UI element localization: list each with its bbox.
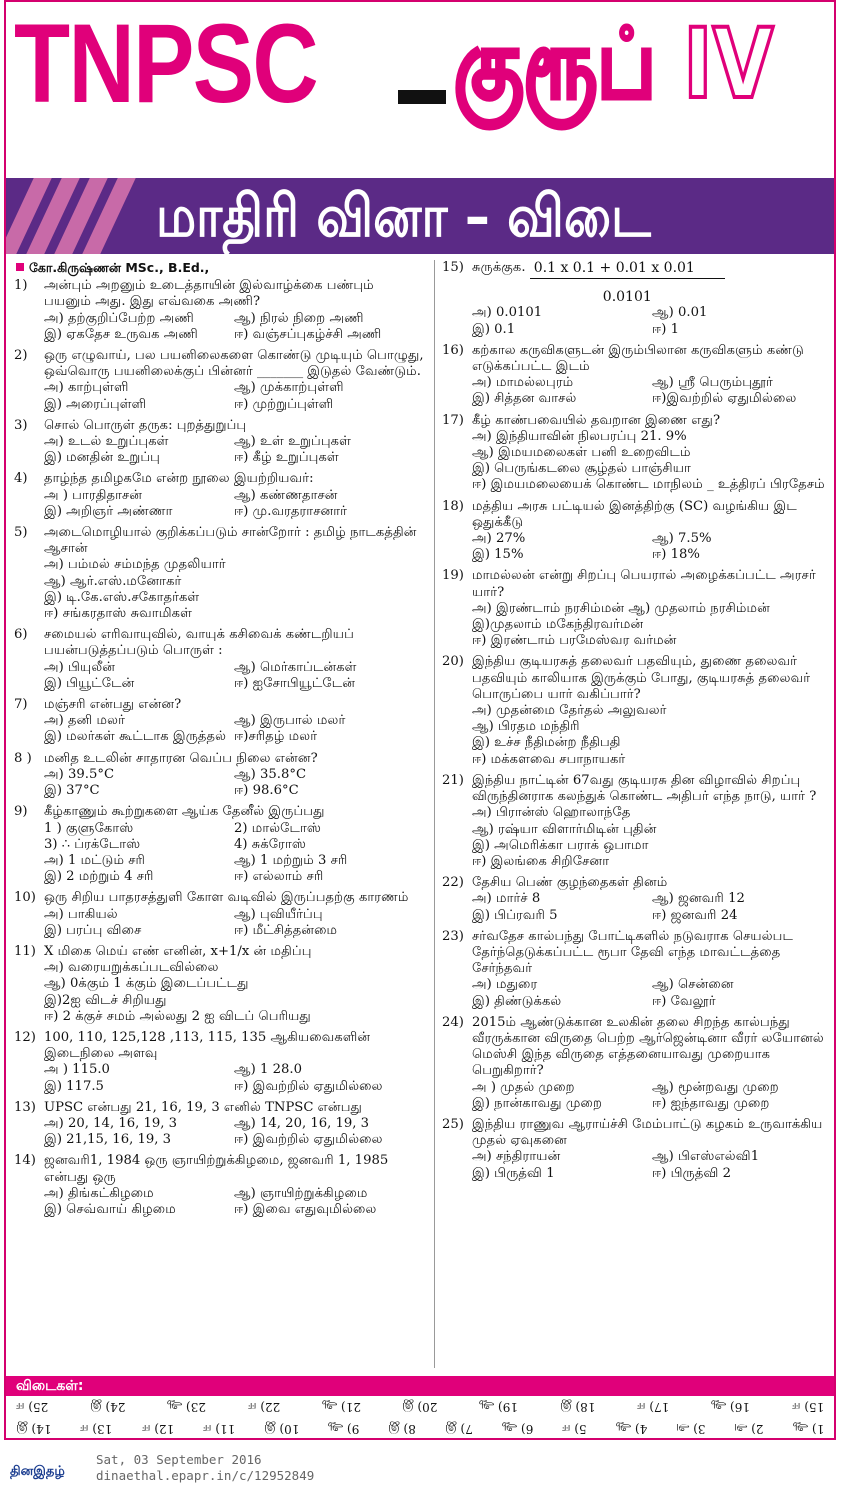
question-11 <box>14 944 424 1025</box>
options <box>442 429 832 494</box>
question-text: இந்திய ராணுவ ஆராய்ச்சி மேம்பாட்டு கழகம் உருவாக்கிய முதல் ஏவுகனை <box>472 1116 823 1149</box>
option: இ) 15% <box>472 547 524 563</box>
option: அ ) முதல் முறை <box>472 1079 575 1095</box>
options <box>14 907 424 939</box>
question-text: சொல் பொருள் தருக: புறத்துறுப்பு <box>44 417 247 433</box>
option: ஈ) ஜனவரி 24 <box>652 907 738 923</box>
question-12 <box>14 1030 424 1095</box>
question-text: அடைமொழியால் குறிக்கப்படும் சான்றோர் : தமிழ் நாடகத்தின் ஆசான் <box>44 525 417 557</box>
banner-dash <box>398 90 446 104</box>
options <box>14 960 424 1025</box>
option: ஈ) 18% <box>652 547 700 563</box>
banner-title-en: TNPSC <box>14 1 318 126</box>
question-number: 5) <box>14 525 28 541</box>
option: ஆ) ரஷ்யா விளார்மிடின் புதின் <box>472 821 657 837</box>
answer-item: 7) இ <box>445 1422 473 1436</box>
footer-url: dinaethal.epapr.in/c/12952849 <box>96 1468 315 1483</box>
question-number: 20) <box>442 654 464 670</box>
options <box>14 767 424 799</box>
question-text: மஞ்சரி என்பது என்ன? <box>44 697 182 713</box>
option: ஆ) 1 28.0 <box>234 1062 302 1078</box>
question-number: 13) <box>14 1099 36 1115</box>
question-number: 12) <box>14 1029 36 1045</box>
fraction-numerator: 0.1 x 0.1 + 0.01 x 0.01 <box>530 260 725 279</box>
bullet-icon <box>16 263 24 271</box>
option: அ) தற்குறிப்பேற்ற அணி <box>44 310 194 326</box>
question-number: 3) <box>14 417 28 433</box>
option: ஈ) இவற்றில் ஏதுமில்லை <box>234 1078 383 1094</box>
option: இ) பிருத்வி 1 <box>472 1165 555 1181</box>
option: இ)2ஐ விடச் சிறியது <box>44 992 167 1008</box>
options <box>442 1080 832 1112</box>
answer-item: 19) ஆ <box>479 1400 519 1414</box>
option: இ) உச்ச நீதிமன்ற நீதிபதி <box>472 735 621 751</box>
footer-meta <box>96 1452 314 1484</box>
option: இ) 2 மற்றும் 4 சரி <box>44 869 154 885</box>
question-number: 4) <box>14 471 28 487</box>
option: ஈ) இவை எதுவுமில்லை <box>234 1201 377 1217</box>
option: அ) பாகியல் <box>44 906 118 922</box>
option: இ) பிப்ரவரி 5 <box>472 907 558 923</box>
question-23 <box>442 929 832 1010</box>
option: ஈ) இமயமலையைக் கொண்ட மாநிலம் _ உத்திரப் பிரதேசம் <box>472 477 825 493</box>
option: இ) 37°C <box>44 783 100 799</box>
question-15 <box>442 260 832 338</box>
option: அ) 39.5°C <box>44 766 115 782</box>
question-25 <box>442 1117 832 1182</box>
options <box>442 305 832 337</box>
question-text: ஒரு சிறிய பாதரசத்துளி கோள வடிவில் இருப்பதற்கு காரணம் <box>44 890 409 906</box>
answer-item: 23) ஆ <box>167 1400 206 1414</box>
option: ஈ) ஐசோபியூட்டேன் <box>234 675 356 691</box>
question-number: 16) <box>442 342 464 358</box>
answer-item: 22) ஈ <box>247 1400 280 1414</box>
question-10 <box>14 890 424 939</box>
question-text: சர்வதேச கால்பந்து போட்டிகளில் நடுவராக செயல்பட தேர்ந்தெடுக்கப்பட்ட ரூபா தேவி எந்த மாவட்டத்தை சேர்ந்தவர் <box>472 928 793 977</box>
answer-item: 6) ஆ <box>501 1422 534 1436</box>
option: ஆ) புவியீர்ப்பு <box>234 906 323 922</box>
question-22 <box>442 875 832 924</box>
left-column <box>14 260 424 1223</box>
page-frame <box>4 0 836 1440</box>
option: இ) சித்தன வாசல் <box>472 391 577 407</box>
question-18 <box>442 499 832 564</box>
question-number: 22) <box>442 875 464 891</box>
question-text: அன்பும் அறனும் உடைத்தாயின் இல்வாழ்க்கை பண்பும் பயனும் அது. இது எவ்வகை அணி? <box>44 278 374 310</box>
question-text: சமையல் எரிவாயுவில், வாயுக் கசிவைக் கண்டறியப் பயன்படுத்தப்படும் பொருள் : <box>44 627 354 659</box>
option: ஈ) பிருத்வி 2 <box>652 1165 732 1181</box>
options <box>442 531 832 563</box>
option: ஈ) இவற்றில் ஏதுமில்லை <box>234 1132 383 1148</box>
question-text: கீழ் காண்பவையில் தவறான இணை எது? <box>472 412 721 428</box>
option: ஆ) 35.8°C <box>234 766 307 782</box>
answers-label: விடைகள்: <box>16 1378 84 1394</box>
option: இ) பெருங்கடலை சூழ்தல் பாஞ்சியா <box>472 461 691 477</box>
option: அ) மாமல்லபுரம் <box>472 375 574 391</box>
answer-item: 4) ஆ <box>615 1422 647 1436</box>
question-number: 8 ) <box>14 750 32 766</box>
option: அ) தனி மலர் <box>44 713 125 729</box>
option: அ) காற்புள்ளி <box>44 380 129 396</box>
option: ஈ) சங்கரதாஸ் சுவாமிகள் <box>44 606 193 622</box>
answers-row-2 <box>6 1420 834 1436</box>
option: அ) திங்கட்கிழமை <box>44 1185 154 1201</box>
option: ஈ) மு.வரதராசனார் <box>234 503 348 519</box>
option: ஆ) 14, 20, 16, 19, 3 <box>234 1115 370 1131</box>
question-text: 2015ம் ஆண்டுக்கான உலகின் தலை சிறந்த கால்பந்து வீரருக்கான விருதை பெற்ற ஆர்ஜென்டினா வீரர் லயோனல் மெஸ்சி இந்த விருதை எத்தனையாவது முறையாக பெறுகிறார்? <box>472 1014 824 1079</box>
question-text: கற்கால கருவிகளுடன் இரும்பிலான கருவிகளும் கண்டு எடுக்கப்பட்ட இடம் <box>472 342 804 375</box>
question-text: தாழ்ந்த தமிழகமே என்ற நூலை இயற்றியவர்: <box>44 471 314 487</box>
option: ஈ)இவற்றில் ஏதுமில்லை <box>652 391 797 407</box>
option: ஆ) 7.5% <box>652 531 712 547</box>
options <box>442 1149 832 1181</box>
answer-item: 8) இ <box>388 1422 417 1436</box>
option: அ) பியுலீன் <box>44 659 116 675</box>
footer-date: Sat, 03 September 2016 <box>96 1452 262 1467</box>
option: இ) 117.5 <box>44 1078 104 1094</box>
answer-item: 1) ஆ <box>792 1422 824 1436</box>
option: 3) ∴ ப்ரக்டோஸ் <box>44 836 141 852</box>
option: ஈ) ஐந்தாவது முறை <box>652 1095 770 1111</box>
options <box>14 1116 424 1148</box>
option: ஆ) இருபால் மலர் <box>234 713 346 729</box>
question-text: X மிகை மெய் எண் எனின், x+1/x ன் மதிப்பு <box>44 943 312 959</box>
answer-item: 25) ஈ <box>16 1400 49 1414</box>
option: அ) சந்திராயன் <box>472 1149 561 1165</box>
option: ஈ) மக்களவை சபாநாயகர் <box>472 751 626 767</box>
option: இ) மலர்கள் கூட்டாக இருத்தல் <box>44 729 227 745</box>
answers-box <box>6 1396 834 1440</box>
options <box>442 805 832 870</box>
answers-row-1 <box>6 1398 834 1414</box>
option: இ) திண்டுக்கல் <box>472 993 562 1009</box>
answer-item: 9) ஆ <box>328 1422 360 1436</box>
option: ஆ) 0க்கும் 1 க்கும் இடைப்பட்டது <box>44 976 249 992</box>
option: அ) 1 மட்டும் சரி <box>44 852 146 868</box>
question-number: 24) <box>442 1014 464 1030</box>
question-5 <box>14 525 424 622</box>
question-text: 100, 110, 125,128 ,113, 115, 135 ஆகியவைகளின் இடைநிலை அளவு <box>44 1029 371 1062</box>
answer-item: 18) இ <box>560 1400 596 1414</box>
question-text: சுருக்குக. <box>472 260 526 275</box>
question-list-left <box>14 278 424 1218</box>
question-text: இந்திய நாட்டின் 67வது குடியரசு தின விழாவில் சிறப்பு விருந்தினராக கலந்துக் கொண்ட அதிபர் எந்த நாடு, யார் ? <box>472 772 817 805</box>
author-name: கோ.கிருஷ்ணன் MSc., B.Ed., <box>29 260 210 275</box>
column-divider <box>434 260 435 1368</box>
question-16 <box>442 343 832 408</box>
subtitle: மாதிரி வினா – விடை <box>156 182 651 250</box>
question-text: மத்திய அரசு பட்டியல் இனத்திற்கு (SC) வழங்கிய இட ஒதுக்கீடு <box>472 498 797 530</box>
option: ஆ) சென்னை <box>652 977 734 993</box>
question-20 <box>442 654 832 767</box>
option: ஈ) இலங்கை சிறிசேனா <box>472 853 610 869</box>
option: இ) 0.1 <box>472 321 516 337</box>
option: இ) பியூட்டேன் <box>44 675 135 691</box>
option: ஆ) 1 மற்றும் 3 சரி <box>234 852 348 868</box>
question-21 <box>442 773 832 870</box>
option: இ) 21,15, 16, 19, 3 <box>44 1132 172 1148</box>
question-9 <box>14 804 424 885</box>
option: ஆ) ஜனவரி 12 <box>652 891 745 907</box>
option: 1 ) குளுகோஸ் <box>44 820 134 836</box>
option: ஆ) மெர்காப்டன்கள் <box>234 659 357 675</box>
question-number: 9) <box>14 804 28 820</box>
answer-item: 16) ஆ <box>711 1400 751 1414</box>
question-number: 6) <box>14 627 28 643</box>
question-number: 14) <box>14 1153 36 1169</box>
options <box>14 557 424 622</box>
answer-item: 20) இ <box>402 1400 438 1414</box>
question-text: மாமல்லன் என்று சிறப்பு பெயரால் அழைக்கப்பட்ட அரசர் யார்? <box>472 568 816 600</box>
question-number: 23) <box>442 928 464 944</box>
answers-bar <box>6 1376 834 1396</box>
options <box>442 375 832 407</box>
option: ஈ) இரண்டாம் பரமேஸ்வர வர்மன் <box>472 633 677 649</box>
question-8 <box>14 751 424 800</box>
answer-item: 21) ஆ <box>321 1400 361 1414</box>
option: ஆ) 0.01 <box>652 305 708 321</box>
question-text: UPSC என்பது 21, 16, 19, 3 எனில் TNPSC என்பது <box>44 1099 362 1115</box>
question-text: இந்திய குடியரசுத் தலைவர் பதவியும், துணை தலைவர் பதவியும் காலியாக இருக்கும் போது, குடியரசுத் தலைவர் பொருப்பை யார் வகிப்பார்? <box>472 654 811 702</box>
answer-item: 14) இ <box>16 1422 52 1436</box>
option: அ) வரையறுக்கப்படவில்லை <box>44 960 219 976</box>
options <box>14 1062 424 1094</box>
option: அ) முதன்மை தேர்தல் அலுவலர் <box>472 703 667 719</box>
options <box>14 380 424 412</box>
question-number: 19) <box>442 568 464 584</box>
option: ஆ) ஸ்ரீ பெரும்புதூர் <box>652 375 773 391</box>
option: ஆ) மூன்றவது முறை <box>652 1079 779 1095</box>
options <box>442 703 832 768</box>
question-number: 15) <box>442 260 464 275</box>
question-number: 2) <box>14 348 28 364</box>
option: இ) அரைப்புள்ளி <box>44 396 147 412</box>
option: இ) அறிஞர் அண்ணா <box>44 503 173 519</box>
question-text: கீழ்காணும் கூற்றுகளை ஆய்க தேனீல் இருப்பது <box>44 804 325 820</box>
question-number: 11) <box>14 943 36 959</box>
option: ஆ) பிரதம மந்திரி <box>472 719 580 735</box>
question-number: 10) <box>14 890 36 906</box>
option: 4) சுக்ரோஸ் <box>234 836 306 852</box>
question-7 <box>14 697 424 746</box>
options <box>442 891 832 923</box>
option: ஈ) எல்லாம் சரி <box>234 869 324 885</box>
options <box>14 488 424 520</box>
banner-title-ta: குரூப் IV <box>454 8 774 120</box>
question-19 <box>442 568 832 649</box>
question-number: 17) <box>442 412 464 428</box>
options <box>14 311 424 343</box>
option: ஈ) வஞ்சப்புகழ்ச்சி அணி <box>234 326 382 342</box>
options <box>14 1186 424 1218</box>
option: ஆ) ஞாயிற்றுக்கிழமை <box>234 1185 368 1201</box>
question-list-right <box>442 343 832 1182</box>
option: இ) டி.கே.எஸ்.சகோதர்கள் <box>44 589 200 605</box>
fraction <box>530 260 725 305</box>
answer-item: 17) ஈ <box>637 1400 670 1414</box>
option: இ) ஏகதேச உருவக அணி <box>44 326 199 342</box>
option: இ) நான்காவது முறை <box>472 1095 602 1111</box>
option: இ) செவ்வாய் கிழமை <box>44 1201 176 1217</box>
option: இ) பரப்பு விசை <box>44 922 142 938</box>
question-text: ஜனவரி1, 1984 ஒரு ஞாயிற்றுக்கிழமை, ஜனவரி 1, 1985 என்பது ஒரு <box>44 1153 389 1185</box>
options <box>14 434 424 466</box>
option: அ) பம்மல் சம்மந்த முதலியார் <box>44 557 226 573</box>
question-4 <box>14 471 424 520</box>
options <box>14 660 424 692</box>
answer-item: 11) ஈ <box>202 1422 235 1436</box>
option: ஈ) 1 <box>652 321 680 337</box>
option: இ) மனதின் உறுப்பு <box>44 450 160 466</box>
option: 2) மால்டோஸ் <box>234 820 322 836</box>
publisher-logo: தினஇதழ் <box>10 1464 65 1479</box>
question-17 <box>442 413 832 494</box>
answer-item: 12) ஈ <box>141 1422 174 1436</box>
question-1 <box>14 278 424 343</box>
option: ஈ) 98.6°C <box>234 783 299 799</box>
question-text: தேசிய பெண் குழந்தைகள் தினம் <box>472 875 668 891</box>
option: இ) அமெரிக்கா பராக் ஒபாமா <box>472 837 649 853</box>
question-6 <box>14 627 424 692</box>
question-text: மனித உடலின் சாதாரன வெப்ப நிலை என்ன? <box>44 750 318 766</box>
answer-item: 15) ஈ <box>791 1400 824 1414</box>
question-24 <box>442 1015 832 1112</box>
question-2 <box>14 348 424 413</box>
option: அ) பிரான்ஸ் ஹொலாந்தே <box>472 805 631 821</box>
option: ஈ) மீட்சித்தன்மை <box>234 922 338 938</box>
question-text: ஒரு எழுவாய், பல பயனிலைகளை கொண்டு முடியும் பொழுது, ஒவ்வொரு பயனிலைக்குப் பின்னர் _______ இடுதல் வேண்டும். <box>44 348 424 380</box>
option: அ) 20, 14, 16, 19, 3 <box>44 1115 178 1131</box>
option: ஈ) கீழ் உறுப்புகள் <box>234 450 339 466</box>
option: ஆ) பிஎஸ்எல்வி1 <box>652 1149 760 1165</box>
options <box>442 977 832 1009</box>
option: அ) 0.0101 <box>472 305 543 321</box>
option: ஈ)சரிதழ் மலர் <box>234 729 318 745</box>
option: ஆ) ஆர்.எஸ்.மனோகர் <box>44 573 182 589</box>
option: ஆ) கண்ணதாசன் <box>234 487 338 503</box>
answer-item: 2) அ <box>734 1422 764 1436</box>
answer-item: 3) அ <box>675 1422 706 1436</box>
question-number: 7) <box>14 697 28 713</box>
options <box>14 821 424 886</box>
banner <box>6 2 834 174</box>
answer-item: 5) ஈ <box>562 1422 587 1436</box>
question-14 <box>14 1153 424 1218</box>
author-line <box>14 260 424 276</box>
question-number: 25) <box>442 1116 464 1132</box>
option: அ ) 115.0 <box>44 1062 110 1078</box>
option: அ) 27% <box>472 531 526 547</box>
answer-item: 13) ஈ <box>80 1422 113 1436</box>
question-number: 18) <box>442 498 464 514</box>
option: ஆ) உள் உறுப்புகள் <box>234 434 352 450</box>
option: ஆ) முக்காற்புள்ளி <box>234 380 344 396</box>
option: ஈ) 2 க்குச் சமம் அல்லது 2 ஐ விடப் பெரியது <box>44 1008 311 1024</box>
answer-item: 24) இ <box>89 1400 126 1414</box>
fraction-denominator: 0.0101 <box>602 289 652 306</box>
option: ஈ) முற்றுப்புள்ளி <box>234 396 334 412</box>
option: இ)முதலாம் மகேந்திரவர்மன் <box>472 617 644 633</box>
option: அ) இந்தியாவின் நிலபரப்பு 21. 9% <box>472 428 687 444</box>
option: அ) மார்ச் 8 <box>472 891 541 907</box>
option: ஈ) வேலூர் <box>652 993 716 1009</box>
right-column <box>442 260 832 1187</box>
option: அ) இரண்டாம் நரசிம்மன் ஆ) முதலாம் நரசிம்மன் <box>472 600 770 616</box>
option: அ) உடல் உறுப்புகள் <box>44 434 169 450</box>
question-number: 21) <box>442 772 464 788</box>
question-3 <box>14 418 424 467</box>
question-13 <box>14 1100 424 1149</box>
option: ஆ) நிரல் நிறை அணி <box>234 310 364 326</box>
option: அ ) பாரதிதாசன் <box>44 487 143 503</box>
question-number: 1) <box>14 278 28 294</box>
option: ஆ) இமயமலைகள் பனி உறைவிடம் <box>472 445 691 461</box>
footer <box>0 1446 842 1490</box>
options <box>442 601 832 650</box>
options <box>14 713 424 745</box>
option: அ) மதுரை <box>472 977 538 993</box>
answer-item: 10) இ <box>263 1422 300 1436</box>
